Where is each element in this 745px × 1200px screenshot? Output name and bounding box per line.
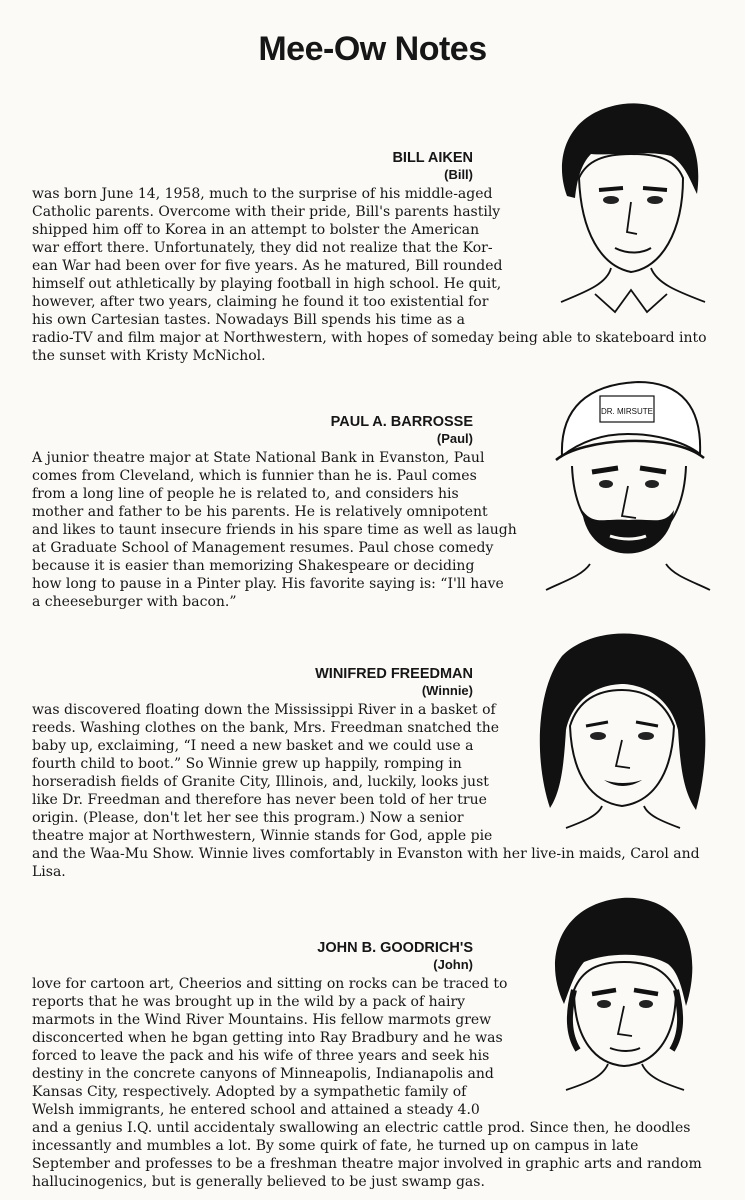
bio-nickname: (Paul)	[436, 431, 473, 446]
bio-line: reeds. Washing clothes on the bank, Mrs. Freedman snatched the	[32, 720, 500, 736]
bio-line: however, after two years, claiming he found it too existential for	[32, 294, 489, 310]
portrait-paul	[542, 368, 714, 598]
portrait-john	[538, 894, 708, 1094]
bio-line: A junior theatre major at State National Bank in Evanston, Paul	[32, 450, 485, 466]
bio-line: love for cartoon art, Cheerios and sitting on rocks can be traced to	[32, 976, 508, 992]
bio-nickname: (Bill)	[444, 167, 473, 182]
bio-name: PAUL A. BARROSSE	[330, 414, 473, 430]
bio-line: was discovered floating down the Mississippi River in a basket of	[32, 702, 496, 718]
bio-line: destiny in the concrete canyons of Minneapolis, Indianapolis and	[32, 1066, 494, 1082]
bio-line: September and professes to be a freshman theatre major involved in graphic arts and random	[32, 1156, 702, 1172]
bio-line: like Dr. Freedman and therefore has never been told of her true	[32, 792, 487, 808]
bio-line: Lisa.	[32, 864, 66, 880]
bio-line: reports that he was brought up in the wild by a pack of hairy	[32, 994, 466, 1010]
bio-line: shipped him off to Korea in an attempt to bolster the American	[32, 222, 480, 238]
bio-line: the sunset with Kristy McNichol.	[32, 348, 266, 364]
bio-line: at Graduate School of Management resumes. Paul chose comedy	[32, 540, 494, 556]
bio-line: and likes to taunt insecure friends in his spare time as well as laugh	[32, 522, 517, 538]
bio-line: horseradish fields of Granite City, Illinois, and, luckily, looks just	[32, 774, 489, 790]
bio-name: WINIFRED FREEDMAN	[315, 666, 473, 682]
page-title: Mee-Ow Notes	[258, 30, 487, 68]
bio-line: marmots in the Wind River Mountains. His fellow marmots grew	[32, 1012, 492, 1028]
bio-line: forced to leave the pack and his wife of three years and seek his	[32, 1048, 490, 1064]
bio-line: mother and father to be his parents. He is relatively omnipotent	[32, 504, 488, 520]
bio-line: Welsh immigrants, he entered school and attained a steady 4.0	[32, 1102, 480, 1118]
bio-line: comes from Cleveland, which is funnier than he is. Paul comes	[32, 468, 477, 484]
bio-line: Kansas City, respectively. Adopted by a sympathetic family of	[32, 1084, 467, 1100]
bio-nickname: (Winnie)	[421, 683, 473, 698]
bio-line: was born June 14, 1958, much to the surprise of his middle-aged	[32, 186, 493, 202]
bio-line: his own Cartesian tastes. Nowadays Bill spends his time as a	[32, 312, 465, 328]
bio-line: fourth child to boot.” So Winnie grew up happily, romping in	[32, 756, 462, 772]
bio-line: incessantly and mumbles a lot. By some quirk of fate, he turned up on campus in late	[32, 1138, 639, 1154]
bio-nickname: (John)	[433, 957, 473, 972]
bio-line: origin. (Please, don't let her see this program.) Now a senior	[32, 810, 464, 826]
bio-name: BILL AIKEN	[392, 150, 473, 166]
bio-line: baby up, exclaiming, “I need a new basket and we could use a	[32, 738, 474, 754]
portrait-winnie	[532, 630, 712, 830]
bio-name: JOHN B. GOODRICH'S	[317, 940, 473, 956]
bio-line: and a genius I.Q. until accidentaly swallowing an electric cattle prod. Since then, he doodles	[32, 1120, 691, 1136]
bio-line: Catholic parents. Overcome with their pride, Bill's parents hastily	[32, 204, 501, 220]
bio-line: disconcerted when he bgan getting into Ray Bradbury and he was	[32, 1030, 503, 1046]
bio-line: because it is easier than memorizing Shakespeare or deciding	[32, 558, 475, 574]
bio-line: how long to pause in a Pinter play. His favorite saying is: “I'll have	[32, 576, 504, 592]
bio-line: theatre major at Northwestern, Winnie stands for God, apple pie	[32, 828, 493, 844]
bio-line: radio-TV and film major at Northwestern, with hopes of someday being able to skateboard into	[32, 330, 707, 346]
bio-line: from a long line of people he is related to, and considers his	[32, 486, 459, 502]
bio-line: hallucinogenics, but is generally believed to be just swamp gas.	[32, 1174, 485, 1190]
bio-line: a cheeseburger with bacon.”	[32, 594, 237, 610]
bio-line: and the Waa-Mu Show. Winnie lives comfortably in Evanston with her live-in maids, Carol and	[32, 846, 700, 862]
bio-line: himself out athletically by playing football in high school. He quit,	[32, 276, 502, 292]
bio-line: ean War had been over for five years. As he matured, Bill rounded	[32, 258, 503, 274]
bio-line: war effort there. Unfortunately, they did not realize that the Kor-	[32, 240, 493, 256]
portrait-bill	[545, 98, 715, 318]
cap-text: DR. MIRSUTE	[601, 407, 653, 416]
